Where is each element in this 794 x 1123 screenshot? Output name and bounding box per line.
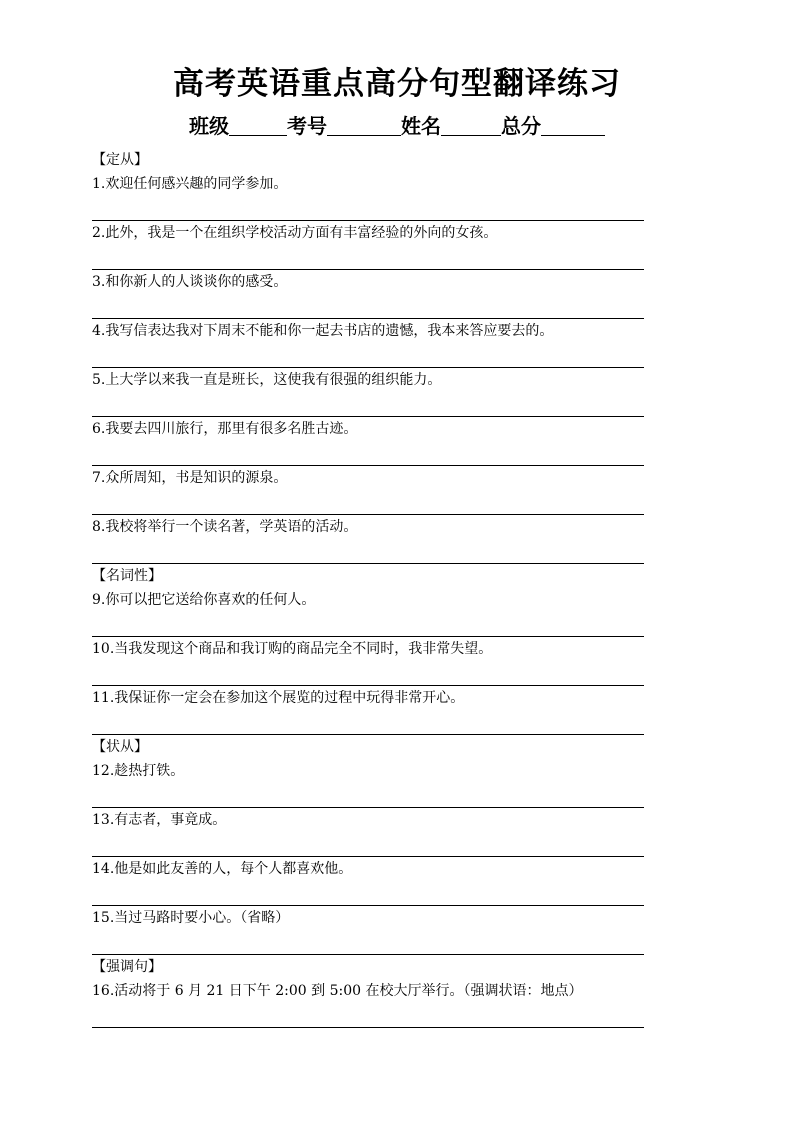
section-heading: 【名词性】 [92, 568, 162, 584]
class-label: 班级 [189, 114, 229, 138]
name-label: 姓名 [401, 114, 441, 138]
question-item [92, 588, 644, 637]
question-text: 8.我校将举行一个读名著，学英语的活动。 [92, 519, 358, 535]
student-info-line [0, 110, 794, 139]
question-text: 5.上大学以来我一直是班长，这使我有很强的组织能力。 [92, 372, 442, 388]
question-text: 2.此外，我是一个在组织学校活动方面有丰富经验的外向的女孩。 [92, 225, 498, 241]
exam-no-blank [327, 115, 401, 136]
question-item [92, 368, 644, 417]
page-title: 高考英语重点高分句型翻译练习 [173, 66, 621, 102]
question-item [92, 759, 644, 808]
question-text: 4.我写信表达我对下周末不能和你一起去书店的遗憾，我本来答应要去的。 [92, 323, 554, 339]
question-text: 13.有志者，事竟成。 [92, 812, 227, 828]
question-item [92, 808, 644, 857]
question-item [92, 515, 644, 564]
section-heading: 【强调句】 [92, 959, 162, 975]
question-text: 14.他是如此友善的人，每个人都喜欢他。 [92, 861, 353, 877]
class-blank [229, 115, 287, 136]
question-item [92, 417, 644, 466]
question-text: 9.你可以把它送给你喜欢的任何人。 [92, 592, 316, 608]
question-item [92, 319, 644, 368]
question-item [92, 466, 644, 515]
score-label: 总分 [501, 114, 541, 138]
question-item [92, 172, 644, 221]
question-text: 11.我保证你一定会在参加这个展览的过程中玩得非常开心。 [92, 690, 465, 706]
score-blank [541, 115, 605, 136]
section-heading: 【定从】 [92, 152, 148, 168]
exam-no-label: 考号 [287, 114, 327, 138]
question-text: 15.当过马路时要小心。（省略） [92, 910, 290, 926]
question-text: 3.和你新人的人谈谈你的感受。 [92, 274, 288, 290]
name-blank [441, 115, 501, 136]
question-text: 16.活动将于 6 月 21 日下午 2:00 到 5:00 在校大厅举行。（强调状语：地点） [92, 983, 583, 999]
question-text: 6.我要去四川旅行，那里有很多名胜古迹。 [92, 421, 358, 437]
question-text: 12.趁热打铁。 [92, 763, 185, 779]
question-item [92, 906, 644, 955]
question-text: 7.众所周知，书是知识的源泉。 [92, 470, 288, 486]
question-item [92, 637, 644, 686]
question-item [92, 221, 644, 270]
question-text: 1.欢迎任何感兴趣的同学参加。 [92, 176, 288, 192]
question-item [92, 857, 644, 906]
question-text: 10.当我发现这个商品和我订购的商品完全不同时，我非常失望。 [92, 641, 493, 657]
question-list [92, 148, 644, 1028]
question-item [92, 270, 644, 319]
section-heading: 【状从】 [92, 739, 148, 755]
question-item [92, 979, 644, 1028]
question-item [92, 686, 644, 735]
